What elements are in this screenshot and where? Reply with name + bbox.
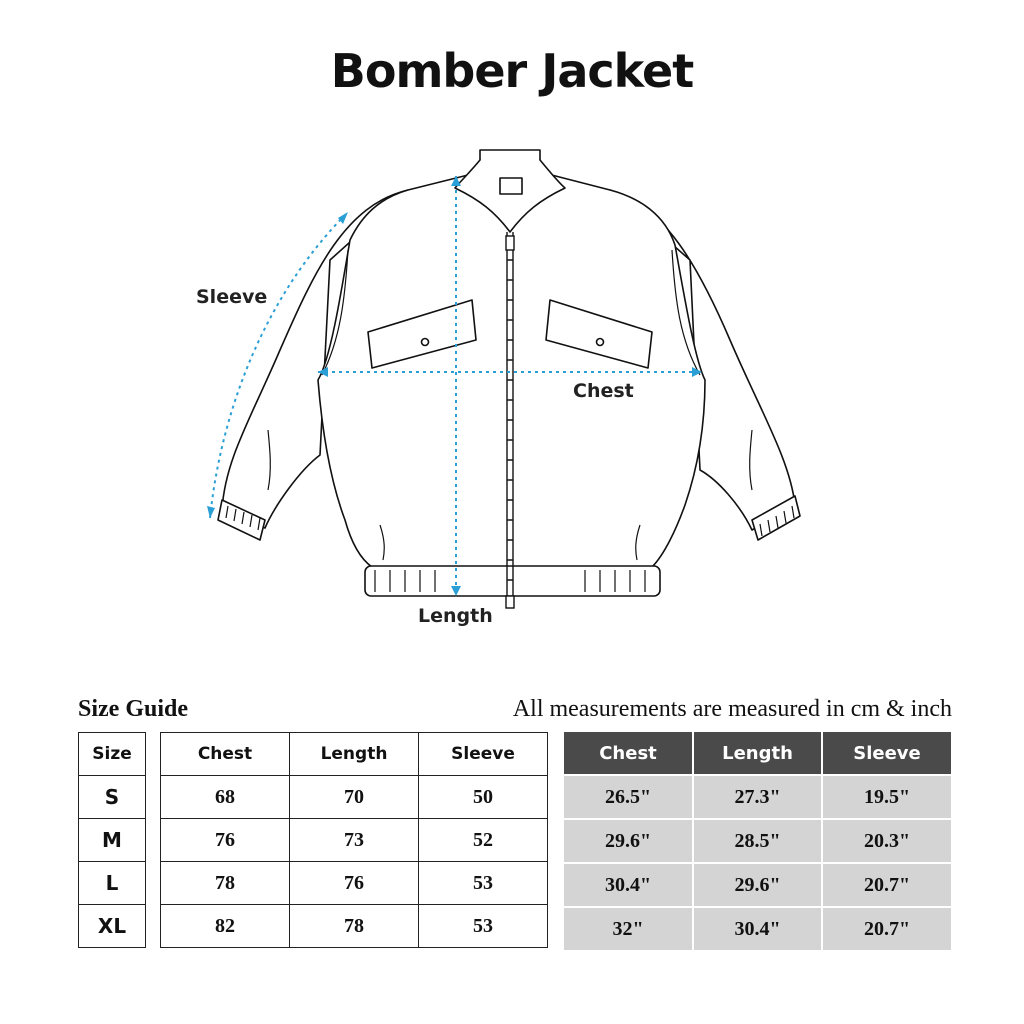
cm-cell: 76 xyxy=(290,862,419,905)
page-title: Bomber Jacket xyxy=(330,44,694,98)
cm-cell: 70 xyxy=(290,776,419,819)
inch-table xyxy=(564,732,951,950)
size-cell: M xyxy=(79,819,146,862)
inch-header-length: Length xyxy=(693,732,822,775)
cm-cell: 68 xyxy=(161,776,290,819)
inch-cell: 20.3" xyxy=(822,819,951,863)
inch-cell: 26.5" xyxy=(564,775,693,819)
inch-cell: 27.3" xyxy=(693,775,822,819)
inch-cell: 29.6" xyxy=(564,819,693,863)
inch-cell: 29.6" xyxy=(693,863,822,907)
cm-cell: 52 xyxy=(419,819,548,862)
size-table xyxy=(78,732,146,948)
size-header: Size xyxy=(79,733,146,776)
cm-header-chest: Chest xyxy=(161,733,290,776)
inch-cell: 28.5" xyxy=(693,819,822,863)
size-cell: S xyxy=(79,776,146,819)
inch-cell: 32" xyxy=(564,907,693,950)
cm-cell: 73 xyxy=(290,819,419,862)
cm-table xyxy=(160,732,548,948)
cm-cell: 82 xyxy=(161,905,290,948)
size-guide-heading: Size Guide xyxy=(78,696,189,722)
cm-cell: 50 xyxy=(419,776,548,819)
length-label: Length xyxy=(418,605,493,627)
cm-cell: 78 xyxy=(161,862,290,905)
inch-cell: 30.4" xyxy=(693,907,822,950)
sleeve-label: Sleeve xyxy=(196,286,268,308)
cm-cell: 53 xyxy=(419,862,548,905)
measurement-note: All measurements are measured in cm & inch xyxy=(512,696,952,722)
inch-cell: 19.5" xyxy=(822,775,951,819)
cm-header-sleeve: Sleeve xyxy=(419,733,548,776)
cm-cell: 78 xyxy=(290,905,419,948)
inch-header-chest: Chest xyxy=(564,732,693,775)
chest-label: Chest xyxy=(573,380,634,402)
cm-cell: 53 xyxy=(419,905,548,948)
inch-cell: 20.7" xyxy=(822,863,951,907)
cm-cell: 76 xyxy=(161,819,290,862)
cm-header-length: Length xyxy=(290,733,419,776)
inch-cell: 20.7" xyxy=(822,907,951,950)
inch-cell: 30.4" xyxy=(564,863,693,907)
inch-header-sleeve: Sleeve xyxy=(822,732,951,775)
size-cell: XL xyxy=(79,905,146,948)
size-cell: L xyxy=(79,862,146,905)
